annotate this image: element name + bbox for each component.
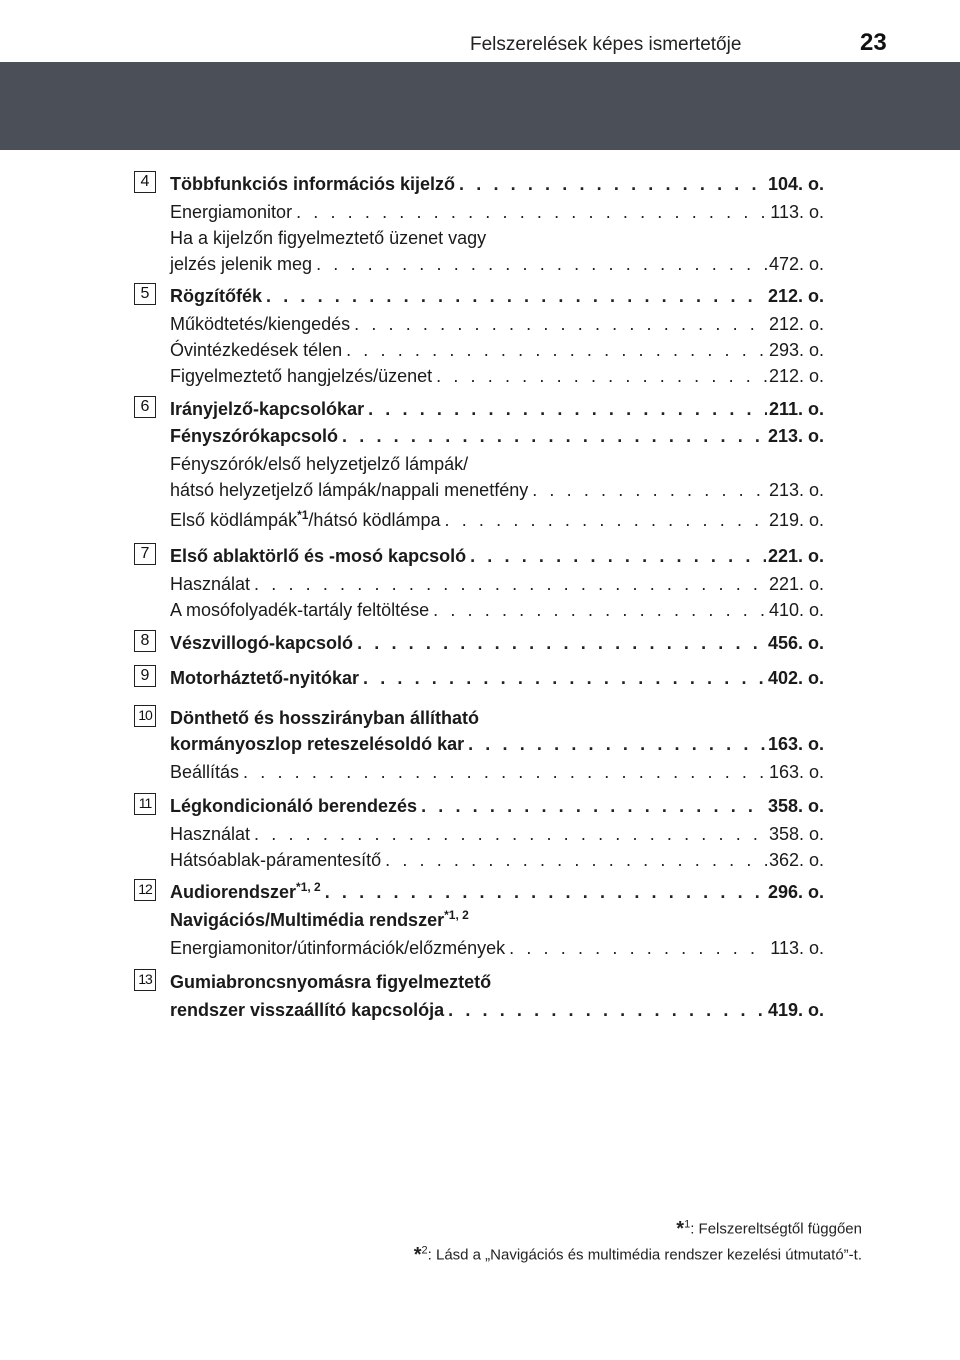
footnote-ref: *1 (297, 508, 309, 522)
index-subitem-row (170, 474, 824, 500)
page-reference: 219. o. (768, 510, 824, 530)
entry-label (170, 734, 468, 754)
entry-label (170, 668, 363, 688)
index-subitem-row (170, 504, 824, 530)
dot-leader (357, 633, 766, 653)
dot-leader (325, 882, 766, 902)
section-title: Felszerelések képes ismertetője (470, 34, 742, 55)
dot-leader (243, 762, 767, 782)
entry-label (170, 254, 316, 274)
dot-leader (363, 668, 766, 688)
index-subitem-row (170, 594, 824, 620)
entry-label (170, 910, 473, 930)
dot-leader (532, 480, 767, 500)
footnote-text: : Felszereltségtől függően (690, 1220, 862, 1238)
page-reference: 163. o. (768, 762, 824, 782)
index-subitem-row (170, 196, 824, 222)
page-reference: 221. o. (767, 546, 824, 566)
entry-label (170, 762, 243, 782)
header-band (0, 62, 960, 150)
entry-text: Audiorendszer (170, 882, 297, 902)
dot-leader (254, 574, 767, 594)
entry-text-continued: /hátsó ködlámpa (308, 510, 441, 530)
dot-leader (448, 1000, 766, 1020)
entry-text: Dönthető és hosszirányban állítható (170, 708, 480, 728)
index-subitem-row (170, 568, 824, 594)
item-number-badge: 7 (134, 543, 156, 565)
page-reference: 212. o. (768, 314, 824, 334)
item-number-badge: 9 (134, 665, 156, 687)
page-reference: 402. o. (767, 668, 824, 688)
index-heading-row (170, 168, 824, 194)
index-subitem-row (170, 334, 824, 360)
entry-text: Vészvillogó-kapcsoló (170, 633, 354, 653)
entry-label (170, 510, 445, 530)
entry-text: Első ablaktörlő és -mosó kapcsoló (170, 546, 467, 566)
entry-label (170, 633, 357, 653)
dot-leader (468, 734, 766, 754)
index-heading-row (170, 393, 824, 419)
entry-label (170, 882, 325, 902)
index-subitem-row (170, 818, 824, 844)
index-subitem-row (170, 756, 824, 782)
entry-text: rendszer visszaállító kapcsolója (170, 1000, 445, 1020)
index-heading-row (170, 904, 824, 930)
page-reference: 221. o. (768, 574, 824, 594)
entry-label (170, 972, 495, 992)
dot-leader (296, 202, 768, 222)
item-number-badge: 8 (134, 630, 156, 652)
entry-text: Energiamonitor (170, 202, 293, 222)
page-reference: 104. o. (767, 174, 824, 194)
page-reference: 213. o. (768, 480, 824, 500)
entry-text: Motorháztető-nyitókar (170, 668, 359, 688)
entry-label (170, 174, 459, 194)
footnote-asterisk: * (413, 1244, 422, 1266)
dot-leader (354, 314, 767, 334)
index-heading-row (170, 790, 824, 816)
page-reference: 293. o. (768, 340, 824, 360)
index-heading-row (170, 280, 824, 306)
item-number-badge: 12 (134, 879, 156, 901)
entry-label (170, 480, 532, 500)
page-reference: 472. o. (768, 254, 824, 274)
entry-text: Hátsóablak-páramentesítő (170, 850, 382, 870)
dot-leader (470, 546, 766, 566)
dot-leader (266, 286, 766, 306)
index-subitem-row (170, 448, 824, 474)
entry-label (170, 1000, 448, 1020)
entry-text: Irányjelző-kapcsolókar (170, 399, 365, 419)
dot-leader (316, 254, 767, 274)
entry-label (170, 708, 483, 728)
dot-leader (421, 796, 766, 816)
entry-label (170, 850, 385, 870)
entry-label (170, 600, 433, 620)
index-heading-row (170, 627, 824, 653)
page-reference: 358. o. (767, 796, 824, 816)
entry-text: Többfunkciós információs kijelző (170, 174, 456, 194)
entry-text: hátsó helyzetjelző lámpák/nappali menetfény (170, 480, 529, 500)
dot-leader (509, 938, 768, 958)
dot-leader (346, 340, 767, 360)
entry-label (170, 202, 296, 222)
page-header (0, 0, 960, 62)
entry-label (170, 340, 346, 360)
entry-label (170, 366, 436, 386)
index-heading-row (170, 876, 824, 902)
index-heading-row (170, 994, 824, 1020)
index-subitem-row (170, 360, 824, 386)
footnote-number: 2 (421, 1244, 428, 1257)
index-heading-row (170, 540, 824, 566)
dot-leader (342, 426, 766, 446)
item-number-badge: 4 (134, 171, 156, 193)
footnote-asterisk: * (676, 1218, 685, 1240)
dot-leader (368, 399, 767, 419)
dot-leader (433, 600, 767, 620)
entry-text: Ha a kijelzőn figyelmeztető üzenet vagy (170, 228, 487, 248)
entry-label (170, 574, 254, 594)
item-number-badge: 6 (134, 396, 156, 418)
index-heading-row (170, 662, 824, 688)
page-reference: 410. o. (768, 600, 824, 620)
index-subitem-row (170, 932, 824, 958)
entry-text: Figyelmeztető hangjelzés/üzenet (170, 366, 433, 386)
page-reference: 163. o. (767, 734, 824, 754)
entry-label (170, 426, 342, 446)
entry-label (170, 796, 421, 816)
entry-text: Első ködlámpák (170, 510, 298, 530)
footnote-ref: *1, 2 (296, 880, 321, 894)
page-reference: 296. o. (767, 882, 824, 902)
page-reference: 358. o. (768, 824, 824, 844)
index-heading-row (170, 728, 824, 754)
footnote-ref: *1, 2 (444, 908, 469, 922)
page-reference: 113. o. (770, 202, 824, 222)
entry-text: Használat (170, 574, 251, 594)
footnote-text: : Lásd a „Navigációs és multimédia rendszer kezelési útmutató”-t. (427, 1246, 862, 1264)
entry-label (170, 228, 490, 248)
page-number: 23 (860, 29, 887, 56)
entry-text: Használat (170, 824, 251, 844)
index-subitem-row (170, 308, 824, 334)
entry-label (170, 454, 472, 474)
entry-text: Fényszórókapcsoló (170, 426, 339, 446)
page-reference: 212. o. (767, 286, 824, 306)
page-reference: 212. o. (768, 366, 824, 386)
entry-text: Beállítás (170, 762, 240, 782)
index-heading-row (170, 702, 824, 728)
index-subitem-row (170, 248, 824, 274)
dot-leader (254, 824, 767, 844)
entry-text: Rögzítőfék (170, 286, 262, 306)
page-reference: 113. o. (770, 938, 824, 958)
entry-label (170, 546, 470, 566)
page-reference: 211. o. (768, 399, 824, 419)
index-subitem-row (170, 222, 824, 248)
page-reference: 362. o. (768, 850, 824, 870)
entry-label (170, 938, 509, 958)
dot-leader (445, 510, 767, 530)
dot-leader (459, 174, 766, 194)
index-heading-row (170, 420, 824, 446)
entry-text: Gumiabroncsnyomásra figyelmeztető (170, 972, 492, 992)
entry-text: kormányoszlop reteszelésoldó kar (170, 734, 465, 754)
entry-label (170, 314, 354, 334)
index-subitem-row (170, 844, 824, 870)
entry-text: jelzés jelenik meg (170, 254, 313, 274)
entry-text: Energiamonitor/útinformációk/előzmények (170, 938, 506, 958)
dot-leader (385, 850, 767, 870)
item-number-badge: 11 (134, 793, 156, 815)
entry-text: Légkondicionáló berendezés (170, 796, 418, 816)
item-number-badge: 13 (134, 969, 156, 991)
page-reference: 419. o. (767, 1000, 824, 1020)
item-number-badge: 5 (134, 283, 156, 305)
entry-text: A mosófolyadék-tartály feltöltése (170, 600, 430, 620)
entry-label (170, 286, 266, 306)
entry-text: Fényszórók/első helyzetjelző lámpák/ (170, 454, 469, 474)
footnote-1 (676, 1218, 862, 1241)
footnote-2 (414, 1244, 862, 1267)
entry-label (170, 399, 368, 419)
entry-text: Óvintézkedések télen (170, 340, 343, 360)
entry-label (170, 824, 254, 844)
index-heading-row (170, 966, 824, 992)
entry-text: Navigációs/Multimédia rendszer (170, 910, 445, 930)
entry-text: Működtetés/kiengedés (170, 314, 351, 334)
item-number-badge: 10 (134, 705, 156, 727)
page-reference: 456. o. (767, 633, 824, 653)
page-reference: 213. o. (767, 426, 824, 446)
dot-leader (436, 366, 767, 386)
footnote-number: 1 (684, 1218, 691, 1231)
